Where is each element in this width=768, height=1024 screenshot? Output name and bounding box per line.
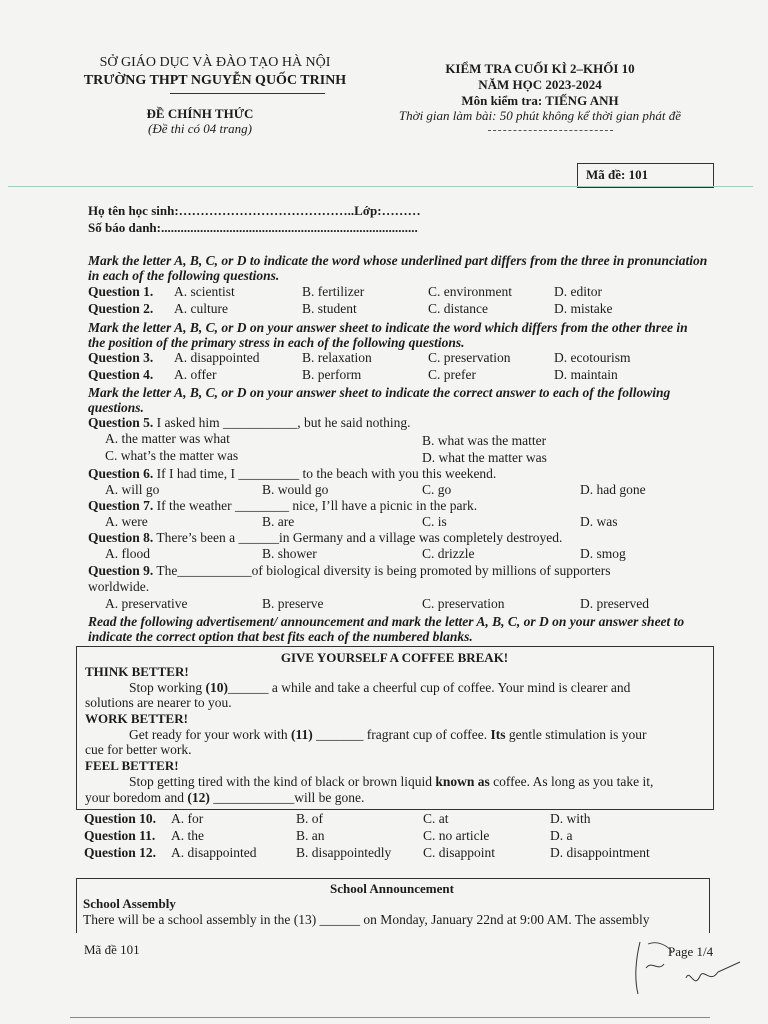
option-d: D. editor xyxy=(554,284,602,299)
ad-text-bold: known as xyxy=(435,774,490,789)
option-c: C. preservation xyxy=(428,350,511,365)
ad-paragraph xyxy=(129,774,653,790)
question-label: Question 11. xyxy=(84,828,156,843)
separator-line xyxy=(8,186,753,187)
option-d: D. disappointment xyxy=(550,845,650,860)
exam-code: Mã đề: 101 xyxy=(586,167,649,182)
options-row xyxy=(105,546,705,562)
ad-text: Get ready for your work with xyxy=(129,727,291,742)
blank-number: (11) xyxy=(290,727,313,742)
option-b: B. an xyxy=(296,828,325,843)
announcement-title: School Announcement xyxy=(330,881,454,896)
option-c: C. preservation xyxy=(422,596,505,611)
option-d: D. ecotourism xyxy=(554,350,631,365)
question-label: Question 3. xyxy=(88,350,154,365)
ad-text: Stop working xyxy=(129,680,206,695)
question-stem xyxy=(88,498,477,514)
option-a: A. for xyxy=(171,811,204,826)
option-d: D. with xyxy=(550,811,591,826)
option-b: B. would go xyxy=(262,482,329,497)
option-a: A. disappointed xyxy=(171,845,257,860)
question-label: Question 5. xyxy=(88,415,154,430)
blank-number: (12) xyxy=(187,790,210,805)
question-row xyxy=(84,845,704,861)
option-c: C. go xyxy=(422,482,452,497)
options-row xyxy=(105,482,705,498)
ad-title: GIVE YOURSELF A COFFEE BREAK! xyxy=(280,650,509,665)
option-b: B. fertilizer xyxy=(302,284,365,299)
ad-text: your boredom and xyxy=(85,790,188,805)
option-b: B. shower xyxy=(262,546,317,561)
ad-text: ____________will be gone. xyxy=(209,790,365,805)
option-a: A. preservative xyxy=(105,596,188,611)
question-row xyxy=(88,284,708,300)
question-row xyxy=(88,301,708,317)
option-a: A. will go xyxy=(105,482,160,497)
section3-directions: Mark the letter A, B, C, or D on your answer sheet to indicate the correct answer to each of the following questions. xyxy=(88,385,671,415)
ad-text-bold: Its xyxy=(490,727,506,742)
announcement-box xyxy=(76,878,710,933)
option-b: B. of xyxy=(296,811,323,826)
announcement-subtitle: School Assembly xyxy=(83,896,176,911)
option-d: D. a xyxy=(550,828,573,843)
option-c: C. disappoint xyxy=(423,845,496,860)
page-count-note: (Đề thi có 04 trang) xyxy=(148,121,252,136)
option-d: D. what the matter was xyxy=(422,450,547,465)
ad-text: cue for better work. xyxy=(85,742,192,757)
option-b: B. disappointedly xyxy=(296,845,392,860)
question-row xyxy=(84,828,704,844)
question-stem xyxy=(88,415,411,431)
question-label: Question 12. xyxy=(84,845,157,860)
option-b: B. student xyxy=(302,301,357,316)
option-c: C. environment xyxy=(428,284,512,299)
bottom-edge-line xyxy=(70,1017,710,1018)
question-text: If I had time, I _________ to the beach with you this weekend. xyxy=(156,466,497,481)
question-text: There’s been a ______in Germany and a village was completely destroyed. xyxy=(156,530,563,545)
question-label: Question 9. xyxy=(88,563,154,578)
question-stem xyxy=(88,466,496,482)
option-d: D. mistake xyxy=(554,301,613,316)
option-b: B. what was the matter xyxy=(422,433,547,448)
option-a: A. offer xyxy=(174,367,217,382)
question-label: Question 1. xyxy=(88,284,154,299)
time-limit: Thời gian làm bài: 50 phút không kể thời gian phát đề xyxy=(398,108,682,123)
advertisement-box xyxy=(76,646,714,810)
ad-text: gentle stimulation is your xyxy=(505,727,647,742)
option-a: A. scientist xyxy=(174,284,235,299)
exam-code-box xyxy=(577,163,714,188)
ad-paragraph xyxy=(129,680,630,696)
section4-directions: Read the following advertisement/ announcement and mark the letter A, B, C, or D on your answer sheet to indicate the correct option that best fits each of the numbered blanks. xyxy=(88,614,685,644)
footer-exam-code: Mã đề 101 xyxy=(84,942,140,957)
official-label: ĐỀ CHÍNH THỨC xyxy=(146,106,254,121)
ad-paragraph xyxy=(129,727,647,743)
option-c: C. distance xyxy=(428,301,488,316)
ad-heading: FEEL BETTER! xyxy=(85,758,179,773)
option-a: A. the xyxy=(171,828,204,843)
option-b: B. relaxation xyxy=(302,350,372,365)
option-b: B. preserve xyxy=(262,596,324,611)
page-number: Page 1/4 xyxy=(668,944,714,959)
section1-directions: Mark the letter A, B, C, or D to indicate the word whose underlined part differs from the three in pronunciation in each of the following questions. xyxy=(88,253,708,283)
school-year: NĂM HỌC 2023-2024 xyxy=(478,77,602,92)
option-a: A. the matter was what xyxy=(105,431,230,446)
subject: Môn kiểm tra: TIẾNG ANH xyxy=(461,93,619,108)
option-d: D. smog xyxy=(580,546,626,561)
question-text: The___________of biological diversity is being promoted by millions of supporters xyxy=(156,563,611,578)
student-name-field: Họ tên học sinh:…………………………………..Lớp:……… xyxy=(88,203,421,218)
ad-heading: WORK BETTER! xyxy=(85,711,188,726)
option-c: C. at xyxy=(423,811,449,826)
question-row xyxy=(88,350,708,366)
option-c: C. no article xyxy=(423,828,490,843)
option-d: D. maintain xyxy=(554,367,618,382)
question-text: If the weather ________ nice, I’ll have a picnic in the park. xyxy=(156,498,478,513)
option-c: C. is xyxy=(422,514,447,529)
school-name: TRƯỜNG THPT NGUYỄN QUỐC TRINH xyxy=(83,73,347,88)
option-c: C. drizzle xyxy=(422,546,475,561)
ad-paragraph xyxy=(85,790,364,806)
ad-heading: THINK BETTER! xyxy=(85,664,189,679)
student-id-field: Số báo danh:............................................................................... xyxy=(88,220,418,235)
question-label: Question 8. xyxy=(88,530,154,545)
option-a: A. were xyxy=(105,514,148,529)
exam-title: KIỂM TRA CUỐI KÌ 2–KHỐI 10 xyxy=(445,61,635,76)
options-row xyxy=(105,514,705,530)
blank-number: (10) xyxy=(205,680,229,695)
question-label: Question 6. xyxy=(88,466,154,481)
ad-text: Stop getting tired with the kind of black or brown liquid xyxy=(129,774,436,789)
option-b: B. perform xyxy=(302,367,362,382)
option-a: A. flood xyxy=(105,546,150,561)
question-label: Question 4. xyxy=(88,367,154,382)
option-b: B. are xyxy=(262,514,295,529)
option-c: C. prefer xyxy=(428,367,476,382)
ad-text: coffee. As long as you take it, xyxy=(489,774,654,789)
signature xyxy=(628,938,748,998)
option-d: D. was xyxy=(580,514,618,529)
option-d: D. had gone xyxy=(580,482,646,497)
option-d: D. preserved xyxy=(580,596,649,611)
question-text-continued: worldwide. xyxy=(88,579,150,594)
section2-directions: Mark the letter A, B, C, or D on your answer sheet to indicate the word which differs from the other three in the position of the primary stress in each of the following questions. xyxy=(88,320,688,350)
option-c: C. what’s the matter was xyxy=(105,448,239,463)
options-row xyxy=(105,596,705,612)
department-name: SỞ GIÁO DỤC VÀ ĐÀO TẠO HÀ NỘI xyxy=(99,55,331,70)
divider xyxy=(488,130,613,131)
question-row xyxy=(84,811,704,827)
question-stem xyxy=(88,563,610,579)
option-a: A. culture xyxy=(174,301,228,316)
announcement-text: There will be a school assembly in the (13) ______ on Monday, January 22nd at 9:00 AM. The assembly xyxy=(83,912,650,927)
question-row xyxy=(88,367,708,383)
ad-text: ______ a while and take a cheerful cup of coffee. Your mind is clearer and xyxy=(228,680,631,695)
option-a: A. disappointed xyxy=(174,350,260,365)
question-stem xyxy=(88,530,562,546)
question-label: Question 7. xyxy=(88,498,154,513)
question-label: Question 2. xyxy=(88,301,154,316)
divider xyxy=(170,93,325,94)
ad-text: solutions are nearer to you. xyxy=(85,695,232,710)
ad-text: _______ fragrant cup of coffee. xyxy=(312,727,491,742)
question-text: I asked him ___________, but he said nothing. xyxy=(156,415,411,430)
question-label: Question 10. xyxy=(84,811,157,826)
